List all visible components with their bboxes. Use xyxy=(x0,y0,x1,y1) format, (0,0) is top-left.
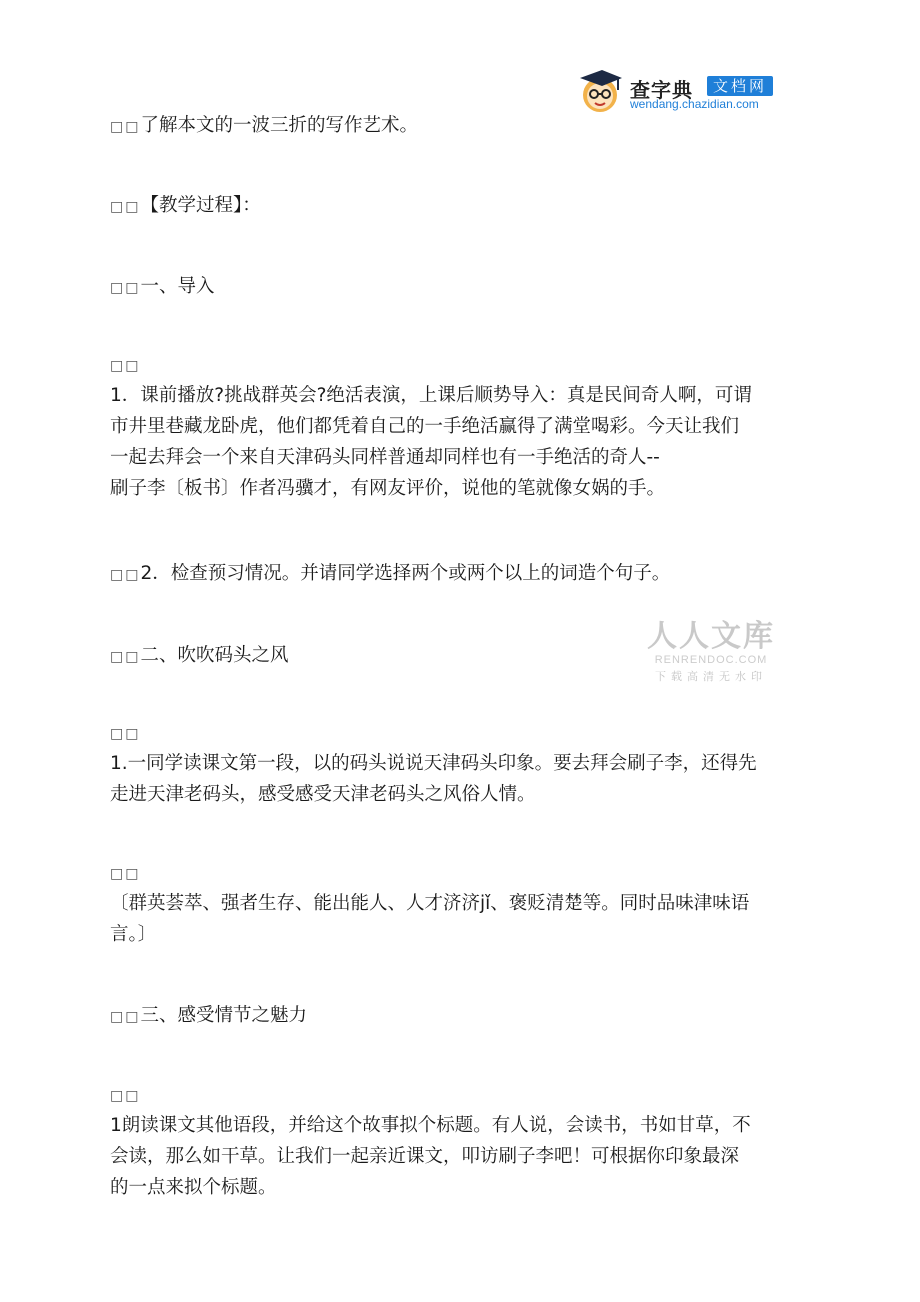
preview-check-paragraph xyxy=(110,558,815,591)
renrendoc-watermark xyxy=(646,620,776,684)
teaching-process-heading xyxy=(110,190,815,223)
paragraph-line: 的一点来拟个标题。 xyxy=(110,1177,277,1198)
paragraph-text: 2．检查预习情况。并请同学选择两个或两个以上的词造个句子。 xyxy=(140,563,671,584)
watermark-title: 人人文库 xyxy=(647,619,775,654)
placeholder-glyph: □□ xyxy=(110,199,141,215)
heading-text: 一、导入 xyxy=(140,276,215,297)
placeholder-glyph: □□ xyxy=(110,649,141,665)
heading-text: 二、吹吹码头之风 xyxy=(140,645,289,666)
dock-reading-paragraph xyxy=(110,720,815,810)
paragraph-text: 了解本文的一波三折的写作艺术。 xyxy=(140,115,418,136)
paragraph-line: 走进天津老码头，感受感受天津老码头之风俗人情。 xyxy=(110,784,536,805)
site-logo[interactable] xyxy=(576,68,806,114)
paragraph-line: 〔群英荟萃、强者生存、能出能人、人才济济jǐ、褒贬清楚等。同时品味津味语 xyxy=(110,893,750,914)
watermark-domain: RENRENDOC.COM xyxy=(654,654,768,666)
heading-text: 【教学过程】： xyxy=(140,195,261,216)
placeholder-glyph: □□ xyxy=(110,358,141,374)
placeholder-glyph: □□ xyxy=(110,866,141,882)
heading-text: 三、感受情节之魅力 xyxy=(140,1005,307,1026)
paragraph-line: 会读，那么如干草。让我们一起亲近课文，叩访刷子李吧！可根据你印象最深 xyxy=(110,1146,740,1167)
placeholder-glyph: □□ xyxy=(110,726,141,742)
vocabulary-paragraph xyxy=(110,860,815,950)
paragraph-line: 刷子李〔板书〕作者冯骥才，有网友评价，说他的笔就像女娲的手。 xyxy=(110,478,666,499)
logo-tag: 文档网 xyxy=(707,76,773,96)
placeholder-glyph: □□ xyxy=(110,280,141,296)
paragraph-line: 1.一同学读课文第一段，以的码头说说天津码头印象。要去拜会刷子李，还得先 xyxy=(110,753,757,774)
paragraph-line: 1朗读课文其他语段，并给这个故事拟个标题。有人说，会读书，书如甘草，不 xyxy=(110,1115,751,1136)
title-drafting-paragraph xyxy=(110,1082,815,1203)
placeholder-glyph: □□ xyxy=(110,567,141,583)
placeholder-glyph: □□ xyxy=(110,119,141,135)
objective-paragraph xyxy=(110,110,815,143)
placeholder-glyph: □□ xyxy=(110,1009,141,1025)
paragraph-line: 言。〕 xyxy=(110,924,157,945)
logo-url: wendang.chazidian.com xyxy=(630,97,759,111)
watermark-subtitle: 下载高清无水印 xyxy=(655,670,767,683)
section-heading-intro xyxy=(110,271,815,304)
graduate-mascot-icon xyxy=(576,68,626,114)
section-heading-plot xyxy=(110,1000,815,1033)
paragraph-line: 1．课前播放?挑战群英会?绝活表演，上课后顺势导入：真是民间奇人啊，可谓 xyxy=(110,385,752,406)
paragraph-line: 市井里巷藏龙卧虎，他们都凭着自己的一手绝活赢得了满堂喝彩。今天让我们 xyxy=(110,416,740,437)
intro-paragraph xyxy=(110,352,815,504)
paragraph-line: 一起去拜会一个来自天津码头同样普通却同样也有一手绝活的奇人-- xyxy=(110,447,660,468)
placeholder-glyph: □□ xyxy=(110,1088,141,1104)
logo-brand-text: 查字典 xyxy=(630,78,693,102)
